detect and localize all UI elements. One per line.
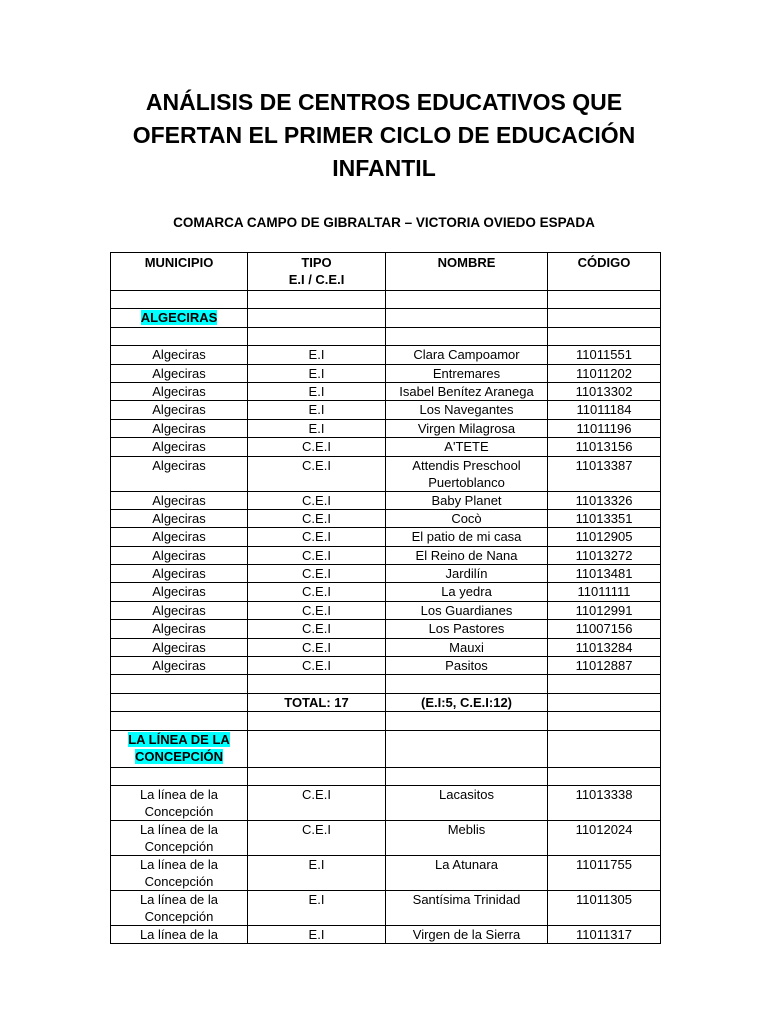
spacer-row xyxy=(111,767,661,785)
cell-municipio: La línea de la Concepción xyxy=(111,890,248,925)
cell-nombre: Meblis xyxy=(386,820,548,855)
cell-codigo: 11011551 xyxy=(548,346,661,364)
table-row xyxy=(111,583,661,601)
cell-nombre: Los Pastores xyxy=(386,620,548,638)
cell-municipio: Algeciras xyxy=(111,583,248,601)
cell-nombre: Jardilín xyxy=(386,565,548,583)
cell-tipo: C.E.I xyxy=(248,583,386,601)
empty-cell xyxy=(548,291,661,309)
cell-codigo: 11012905 xyxy=(548,528,661,546)
cell-nombre: Cocò xyxy=(386,509,548,527)
cell-codigo: 11011305 xyxy=(548,890,661,925)
empty-cell xyxy=(111,675,248,693)
cell-codigo: 11011755 xyxy=(548,855,661,890)
cell-nombre: Clara Campoamor xyxy=(386,346,548,364)
cell-municipio: Algeciras xyxy=(111,546,248,564)
table-row xyxy=(111,509,661,527)
table-row xyxy=(111,438,661,456)
table-row xyxy=(111,638,661,656)
cell-codigo: 11012024 xyxy=(548,820,661,855)
cell-nombre: Los Guardianes xyxy=(386,601,548,619)
empty-cell xyxy=(386,675,548,693)
cell-nombre: Attendis Preschool Puertoblanco xyxy=(386,456,548,491)
cell-municipio: Algeciras xyxy=(111,491,248,509)
cell-tipo: E.I xyxy=(248,364,386,382)
cell-codigo: 11013351 xyxy=(548,509,661,527)
cell-nombre: A'TETE xyxy=(386,438,548,456)
cell-tipo: C.E.I xyxy=(248,491,386,509)
empty-cell xyxy=(248,767,386,785)
empty-cell xyxy=(386,730,548,767)
empty-cell xyxy=(548,327,661,345)
cell-codigo: 11011196 xyxy=(548,419,661,437)
table-row xyxy=(111,491,661,509)
cell-codigo: 11007156 xyxy=(548,620,661,638)
empty-cell xyxy=(111,712,248,730)
total-detail: (E.I:5, C.E.I:12) xyxy=(386,693,548,711)
empty-cell xyxy=(111,327,248,345)
table-row xyxy=(111,382,661,400)
section-label: ALGECIRAS xyxy=(140,310,218,326)
empty-cell xyxy=(111,767,248,785)
empty-cell xyxy=(111,693,248,711)
cell-municipio: Algeciras xyxy=(111,657,248,675)
cell-tipo: C.E.I xyxy=(248,657,386,675)
empty-cell xyxy=(548,309,661,327)
cell-codigo: 11013338 xyxy=(548,785,661,820)
cell-municipio: Algeciras xyxy=(111,364,248,382)
cell-municipio: Algeciras xyxy=(111,438,248,456)
centers-table xyxy=(110,252,661,944)
cell-tipo: C.E.I xyxy=(248,509,386,527)
table-row xyxy=(111,528,661,546)
cell-nombre: El patio de mi casa xyxy=(386,528,548,546)
section-cell xyxy=(111,730,248,767)
cell-tipo: C.E.I xyxy=(248,601,386,619)
cell-nombre: Lacasitos xyxy=(386,785,548,820)
empty-cell xyxy=(248,291,386,309)
document-subtitle: COMARCA CAMPO DE GIBRALTAR – VICTORIA OVIEDO ESPADA xyxy=(173,215,595,230)
table-body xyxy=(111,253,661,944)
cell-municipio: Algeciras xyxy=(111,620,248,638)
cell-tipo: C.E.I xyxy=(248,785,386,820)
table-row xyxy=(111,546,661,564)
spacer-row xyxy=(111,712,661,730)
cell-municipio: Algeciras xyxy=(111,401,248,419)
empty-cell xyxy=(111,291,248,309)
total-row xyxy=(111,693,661,711)
cell-nombre: Santísima Trinidad xyxy=(386,890,548,925)
cell-tipo: C.E.I xyxy=(248,565,386,583)
table-row xyxy=(111,456,661,491)
section-row xyxy=(111,730,661,767)
table-row xyxy=(111,346,661,364)
cell-municipio: Algeciras xyxy=(111,456,248,491)
cell-tipo: C.E.I xyxy=(248,456,386,491)
cell-codigo: 11013302 xyxy=(548,382,661,400)
table-row xyxy=(111,601,661,619)
empty-cell xyxy=(386,327,548,345)
cell-tipo: E.I xyxy=(248,925,386,943)
cell-municipio: Algeciras xyxy=(111,419,248,437)
cell-tipo: C.E.I xyxy=(248,528,386,546)
empty-cell xyxy=(548,693,661,711)
title-line-2: OFERTAN EL PRIMER CICLO DE EDUCACIÓN xyxy=(132,122,636,148)
cell-municipio: Algeciras xyxy=(111,528,248,546)
table-row xyxy=(111,364,661,382)
cell-codigo: 11012887 xyxy=(548,657,661,675)
cell-tipo: E.I xyxy=(248,855,386,890)
cell-codigo: 11011184 xyxy=(548,401,661,419)
table-row xyxy=(111,419,661,437)
cell-nombre: Virgen Milagrosa xyxy=(386,419,548,437)
section-row xyxy=(111,309,661,327)
cell-nombre: Isabel Benítez Aranega xyxy=(386,382,548,400)
cell-municipio: Algeciras xyxy=(111,509,248,527)
cell-municipio: Algeciras xyxy=(111,565,248,583)
empty-cell xyxy=(248,712,386,730)
cell-municipio: La línea de la Concepción xyxy=(111,820,248,855)
table-row xyxy=(111,401,661,419)
header-tipo-line-2: E.I / C.E.I xyxy=(288,272,345,287)
cell-nombre: Los Navegantes xyxy=(386,401,548,419)
table-row xyxy=(111,785,661,820)
cell-municipio: La línea de la xyxy=(111,925,248,943)
cell-municipio: La línea de la Concepción xyxy=(111,855,248,890)
title-line-3: INFANTIL xyxy=(332,155,436,181)
cell-codigo: 11011111 xyxy=(548,583,661,601)
cell-codigo: 11011317 xyxy=(548,925,661,943)
cell-nombre: Pasitos xyxy=(386,657,548,675)
total-label: TOTAL: 17 xyxy=(248,693,386,711)
cell-nombre: El Reino de Nana xyxy=(386,546,548,564)
spacer-row xyxy=(111,327,661,345)
section-cell xyxy=(111,309,248,327)
cell-nombre: Entremares xyxy=(386,364,548,382)
cell-tipo: E.I xyxy=(248,401,386,419)
cell-nombre: Mauxi xyxy=(386,638,548,656)
cell-codigo: 11013272 xyxy=(548,546,661,564)
cell-tipo: E.I xyxy=(248,890,386,925)
table-row xyxy=(111,855,661,890)
table-row xyxy=(111,820,661,855)
empty-cell xyxy=(248,327,386,345)
cell-codigo: 11013156 xyxy=(548,438,661,456)
table-row xyxy=(111,620,661,638)
cell-nombre: La Atunara xyxy=(386,855,548,890)
header-tipo-line-1: TIPO xyxy=(301,255,332,270)
cell-tipo: C.E.I xyxy=(248,820,386,855)
section-label: LA LÍNEA DE LA CONCEPCIÓN xyxy=(128,731,230,764)
cell-tipo: C.E.I xyxy=(248,638,386,656)
empty-cell xyxy=(548,767,661,785)
cell-tipo: E.I xyxy=(248,382,386,400)
cell-codigo: 11013284 xyxy=(548,638,661,656)
header-municipio: MUNICIPIO xyxy=(111,253,248,291)
empty-cell xyxy=(548,730,661,767)
cell-nombre: Baby Planet xyxy=(386,491,548,509)
empty-cell xyxy=(386,767,548,785)
cell-codigo: 11013481 xyxy=(548,565,661,583)
cell-tipo: C.E.I xyxy=(248,546,386,564)
header-codigo: CÓDIGO xyxy=(548,253,661,291)
cell-codigo: 11012991 xyxy=(548,601,661,619)
table-row xyxy=(111,890,661,925)
cell-municipio: Algeciras xyxy=(111,601,248,619)
cell-nombre: La yedra xyxy=(386,583,548,601)
table-header-row xyxy=(111,253,661,291)
cell-codigo: 11013387 xyxy=(548,456,661,491)
empty-cell xyxy=(548,675,661,693)
cell-municipio: La línea de la Concepción xyxy=(111,785,248,820)
table-row xyxy=(111,657,661,675)
header-nombre: NOMBRE xyxy=(386,253,548,291)
empty-cell xyxy=(248,730,386,767)
empty-cell xyxy=(386,291,548,309)
cell-tipo: C.E.I xyxy=(248,438,386,456)
document-title xyxy=(84,86,684,185)
spacer-row xyxy=(111,291,661,309)
cell-tipo: E.I xyxy=(248,419,386,437)
empty-cell xyxy=(248,309,386,327)
cell-municipio: Algeciras xyxy=(111,346,248,364)
title-line-1: ANÁLISIS DE CENTROS EDUCATIVOS QUE xyxy=(145,89,623,115)
cell-tipo: E.I xyxy=(248,346,386,364)
header-tipo xyxy=(248,253,386,291)
empty-cell xyxy=(548,712,661,730)
cell-tipo: C.E.I xyxy=(248,620,386,638)
cell-nombre: Virgen de la Sierra xyxy=(386,925,548,943)
empty-cell xyxy=(386,309,548,327)
empty-cell xyxy=(248,675,386,693)
cell-municipio: Algeciras xyxy=(111,638,248,656)
cell-codigo: 11011202 xyxy=(548,364,661,382)
spacer-row xyxy=(111,675,661,693)
table-row xyxy=(111,565,661,583)
empty-cell xyxy=(386,712,548,730)
cell-codigo: 11013326 xyxy=(548,491,661,509)
cell-municipio: Algeciras xyxy=(111,382,248,400)
table-row xyxy=(111,925,661,943)
